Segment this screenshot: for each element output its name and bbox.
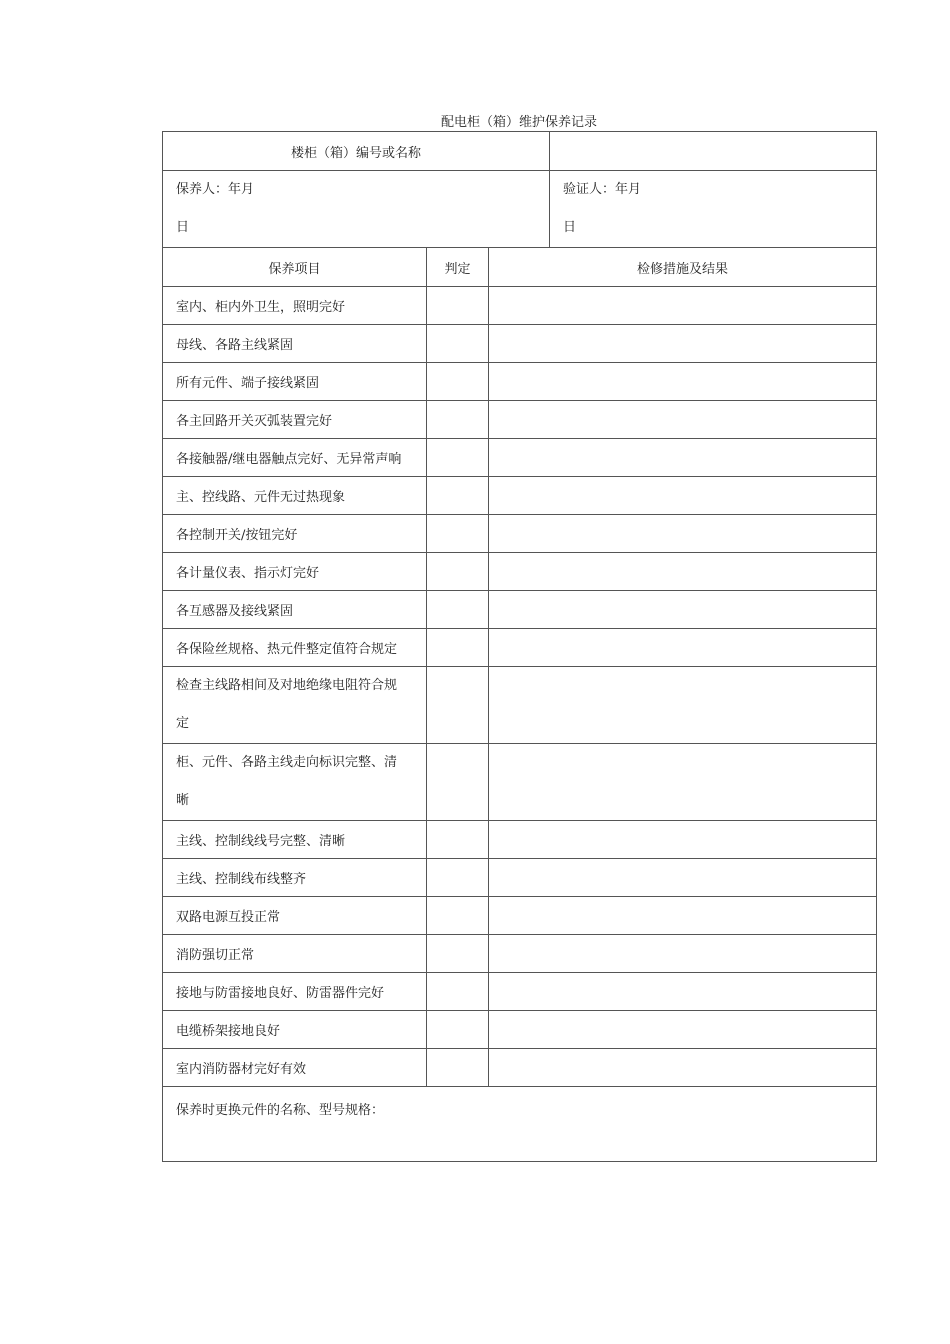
table-row [163,401,877,439]
column-header-item: 保养项目 [163,248,427,287]
footer-row [163,1087,877,1162]
table-row [163,287,877,325]
item-label-line: 柜、元件、各路主线走向标识完整、清 [176,755,398,770]
verifier-label: 验证人：年月 [563,182,642,197]
maintenance-item-label: 室内消防器材完好有效 [163,1049,427,1087]
measures-cell[interactable] [489,859,877,897]
measures-cell[interactable] [489,744,877,821]
cabinet-row [163,132,877,171]
measures-cell[interactable] [489,325,877,363]
judge-cell[interactable] [427,859,489,897]
table-row [163,1011,877,1049]
judge-cell[interactable] [427,973,489,1011]
maintenance-item-label: 各控制开关/按钮完好 [163,515,427,553]
column-header-measures: 检修措施及结果 [489,248,877,287]
cabinet-label: 楼柜（箱）编号或名称 [163,132,550,171]
maintenance-item-label: 接地与防雷接地良好、防雷器件完好 [163,973,427,1011]
measures-cell[interactable] [489,973,877,1011]
table-row [163,629,877,667]
replacement-parts-label: 保养时更换元件的名称、型号规格： [176,1103,385,1118]
maintenance-item-label: 各保险丝规格、热元件整定值符合规定 [163,629,427,667]
maintenance-item-label: 电缆桥架接地良好 [163,1011,427,1049]
table-row [163,897,877,935]
maintenance-item-label: 室内、柜内外卫生，照明完好 [163,287,427,325]
table-row [163,515,877,553]
table-row [163,859,877,897]
judge-cell[interactable] [427,1011,489,1049]
table-row [163,935,877,973]
maintainer-label: 保养人：年月 [176,182,255,197]
verifier-cell[interactable] [550,171,877,248]
item-label-line: 晰 [176,793,190,808]
judge-cell[interactable] [427,515,489,553]
signature-row [163,171,877,248]
table-row [163,363,877,401]
maintenance-item-label: 各主回路开关灭弧装置完好 [163,401,427,439]
maintenance-item-label: 母线、各路主线紧固 [163,325,427,363]
replacement-parts-cell[interactable] [163,1087,877,1162]
maintenance-item-label: 各计量仪表、指示灯完好 [163,553,427,591]
maintainer-cell[interactable] [163,171,550,248]
measures-cell[interactable] [489,553,877,591]
maintenance-item-label: 消防强切正常 [163,935,427,973]
judge-cell[interactable] [427,821,489,859]
measures-cell[interactable] [489,1011,877,1049]
judge-cell[interactable] [427,935,489,973]
maintainer-day: 日 [176,220,190,235]
measures-cell[interactable] [489,1049,877,1087]
judge-cell[interactable] [427,287,489,325]
maintenance-item-label: 主线、控制线线号完整、清晰 [163,821,427,859]
table-row [163,325,877,363]
cabinet-value-cell[interactable] [550,132,877,171]
measures-cell[interactable] [489,821,877,859]
measures-cell[interactable] [489,629,877,667]
measures-cell[interactable] [489,439,877,477]
judge-cell[interactable] [427,1049,489,1087]
judge-cell[interactable] [427,439,489,477]
measures-cell[interactable] [489,897,877,935]
maintenance-items [163,287,877,1087]
table-row [163,477,877,515]
maintenance-item-label: 所有元件、端子接线紧固 [163,363,427,401]
measures-cell[interactable] [489,935,877,973]
table-row [163,744,877,821]
measures-cell[interactable] [489,401,877,439]
table-row [163,1049,877,1087]
measures-cell[interactable] [489,515,877,553]
table-row [163,439,877,477]
table-row [163,821,877,859]
judge-cell[interactable] [427,363,489,401]
judge-cell[interactable] [427,553,489,591]
item-label-line: 检查主线路相间及对地绝缘电阻符合规 [176,678,398,693]
maintenance-item-label: 主、控线路、元件无过热现象 [163,477,427,515]
maintenance-item-label: 主线、控制线布线整齐 [163,859,427,897]
table-row [163,591,877,629]
measures-cell[interactable] [489,363,877,401]
measures-cell[interactable] [489,591,877,629]
judge-cell[interactable] [427,325,489,363]
maintenance-item-label: 双路电源互投正常 [163,897,427,935]
judge-cell[interactable] [427,744,489,821]
verifier-day: 日 [563,220,577,235]
measures-cell[interactable] [489,667,877,744]
judge-cell[interactable] [427,897,489,935]
maintenance-item-label: 各接触器/继电器触点完好、无异常声响 [163,439,427,477]
maintenance-item-label: 各互感器及接线紧固 [163,591,427,629]
maintenance-record-table [162,131,877,1162]
maintenance-item-label [163,744,427,821]
column-header-judge: 判定 [427,248,489,287]
item-label-line: 定 [176,716,190,731]
measures-cell[interactable] [489,287,877,325]
column-header-row [163,248,877,287]
table-row [163,667,877,744]
judge-cell[interactable] [427,629,489,667]
judge-cell[interactable] [427,401,489,439]
table-row [163,553,877,591]
judge-cell[interactable] [427,477,489,515]
table-row [163,973,877,1011]
measures-cell[interactable] [489,477,877,515]
maintenance-item-label [163,667,427,744]
judge-cell[interactable] [427,591,489,629]
judge-cell[interactable] [427,667,489,744]
document-title: 配电柜（箱）维护保养记录 [440,115,597,130]
